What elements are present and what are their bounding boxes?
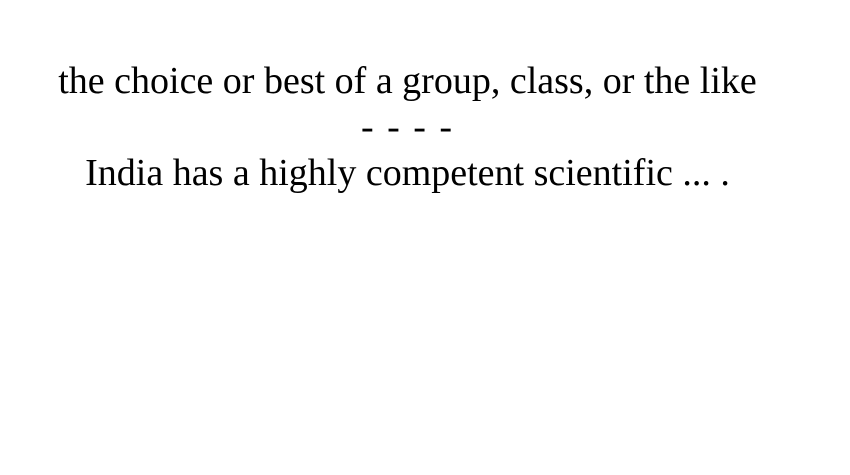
definition-text: the choice or best of a group, class, or the like <box>58 60 757 102</box>
example-sentence: India has a highly competent scientific ... . <box>85 152 730 194</box>
separator-dashes: - - - - <box>360 106 455 148</box>
